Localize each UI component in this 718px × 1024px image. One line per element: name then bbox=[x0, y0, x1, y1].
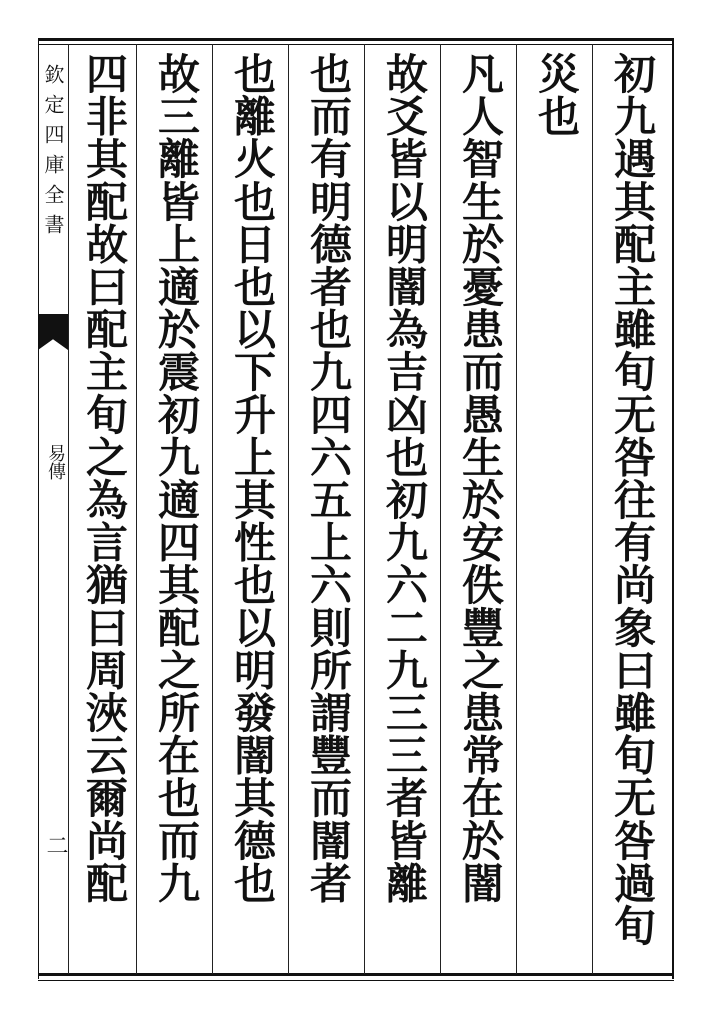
column-divider bbox=[592, 44, 593, 974]
column-divider bbox=[136, 44, 137, 974]
frame-right-rule bbox=[672, 38, 674, 979]
margin-strip bbox=[38, 44, 68, 974]
frame-top-rule bbox=[38, 38, 674, 41]
text-column-1: 初九遇其配主雖旬无咎往有尚象曰雖旬无咎過旬 bbox=[608, 52, 657, 947]
text-column-3: 凡人智生於憂患而愚生於安佚豐之患常在於闇 bbox=[456, 52, 505, 904]
margin-book-title: 易傳 bbox=[45, 444, 66, 480]
text-column-4: 故爻皆以明闇為吉凶也初九六二九三三者皆離 bbox=[380, 52, 429, 904]
column-divider bbox=[212, 44, 213, 974]
column-divider bbox=[364, 44, 365, 974]
frame-bottom-inner-rule bbox=[38, 980, 674, 981]
column-divider bbox=[288, 44, 289, 974]
text-column-6: 也離火也日也以下升上其性也以明發闇其德也 bbox=[228, 52, 277, 904]
text-column-2: 災也 bbox=[532, 52, 581, 138]
text-column-8: 四非其配故曰配主旬之為言猶曰周浹云爾尚配 bbox=[80, 52, 129, 904]
text-column-5: 也而有明德者也九四六五上六則所謂豐而闇者 bbox=[304, 52, 353, 904]
frame-bottom-rule bbox=[38, 973, 674, 976]
text-column-7: 故三離皆上適於震初九適四其配之所在也而九 bbox=[152, 52, 201, 904]
frame-top-inner-rule bbox=[38, 44, 674, 45]
margin-collection-title: 欽定四庫全書 bbox=[41, 64, 65, 244]
column-divider bbox=[440, 44, 441, 974]
fish-tail-mark bbox=[38, 314, 68, 350]
column-divider bbox=[516, 44, 517, 974]
margin-page-number: 二 bbox=[43, 834, 68, 856]
column-divider bbox=[68, 44, 69, 974]
